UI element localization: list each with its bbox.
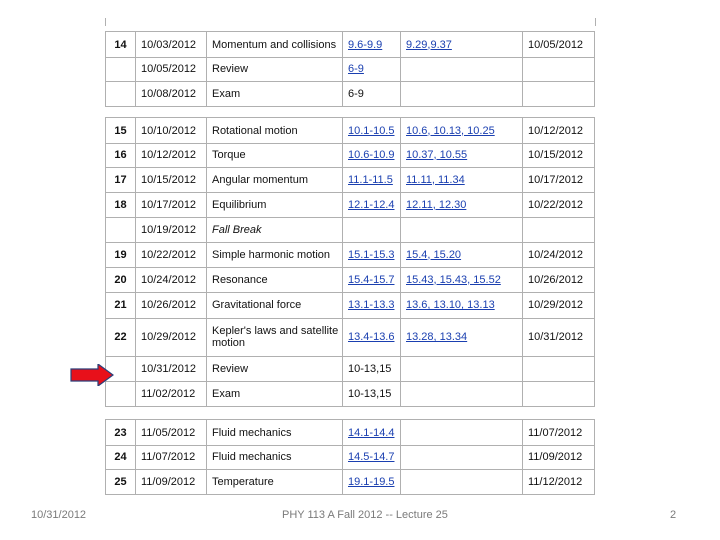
lecture-date: 10/03/2012 (135, 32, 206, 57)
table-row (105, 419, 595, 446)
homework-assignment (400, 420, 522, 445)
table-row (105, 292, 595, 319)
homework-assignment[interactable]: 15.43, 15.43, 15.52 (400, 267, 522, 292)
lecture-number (105, 81, 135, 106)
lecture-topic: Gravitational force (206, 292, 342, 318)
homework-assignment[interactable]: 9.29,9.37 (400, 32, 522, 57)
lecture-date: 10/31/2012 (135, 356, 206, 381)
table-row (105, 56, 595, 82)
lecture-date: 10/08/2012 (135, 81, 206, 106)
lecture-number: 15 (105, 118, 135, 143)
reading-assignment[interactable]: 14.5-14.7 (342, 444, 400, 469)
lecture-date: 11/05/2012 (135, 420, 206, 445)
homework-assignment[interactable]: 10.6, 10.13, 10.25 (400, 118, 522, 143)
due-date (522, 217, 595, 242)
homework-assignment[interactable]: 11.11, 11.34 (400, 167, 522, 192)
due-date: 10/29/2012 (522, 292, 595, 318)
due-date (522, 56, 595, 81)
table-row (105, 318, 595, 357)
homework-assignment (400, 217, 522, 242)
table-row (105, 117, 595, 144)
lecture-date: 11/07/2012 (135, 444, 206, 469)
table-row (105, 192, 595, 218)
lecture-date: 10/29/2012 (135, 318, 206, 356)
reading-assignment: 10-13,15 (342, 381, 400, 406)
lecture-topic: Fluid mechanics (206, 420, 342, 445)
table-edge (595, 18, 596, 26)
lecture-date: 10/10/2012 (135, 118, 206, 143)
reading-assignment[interactable]: 19.1-19.5 (342, 469, 400, 494)
lecture-topic: Review (206, 56, 342, 81)
table-edge (105, 18, 106, 26)
due-date: 10/26/2012 (522, 267, 595, 292)
reading-assignment (342, 217, 400, 242)
due-date: 10/15/2012 (522, 142, 595, 167)
lecture-topic: Fluid mechanics (206, 444, 342, 469)
homework-assignment[interactable]: 12.11, 12.30 (400, 192, 522, 217)
lecture-number: 20 (105, 267, 135, 292)
due-date: 11/12/2012 (522, 469, 595, 494)
lecture-topic: Equilibrium (206, 192, 342, 217)
reading-assignment[interactable]: 9.6-9.9 (342, 32, 400, 57)
reading-assignment: 6-9 (342, 81, 400, 106)
lecture-date: 10/22/2012 (135, 242, 206, 267)
reading-assignment[interactable]: 6-9 (342, 56, 400, 81)
lecture-topic: Simple harmonic motion (206, 242, 342, 267)
lecture-topic: Exam (206, 81, 342, 106)
homework-assignment (400, 56, 522, 81)
reading-assignment[interactable]: 10.6-10.9 (342, 142, 400, 167)
due-date: 10/24/2012 (522, 242, 595, 267)
homework-assignment[interactable]: 13.28, 13.34 (400, 318, 522, 356)
lecture-topic: Exam (206, 381, 342, 406)
homework-assignment (400, 444, 522, 469)
reading-assignment[interactable]: 13.1-13.3 (342, 292, 400, 318)
lecture-topic: Fall Break (206, 217, 342, 242)
lecture-date: 10/05/2012 (135, 56, 206, 81)
lecture-date: 10/15/2012 (135, 167, 206, 192)
table-row (105, 356, 595, 382)
table-row (105, 444, 595, 470)
reading-assignment[interactable]: 11.1-11.5 (342, 167, 400, 192)
lecture-topic: Kepler's laws and satellite motion (206, 318, 342, 356)
homework-assignment (400, 356, 522, 381)
due-date: 10/22/2012 (522, 192, 595, 217)
lecture-date: 10/19/2012 (135, 217, 206, 242)
arrow-icon (70, 364, 114, 386)
lecture-topic: Temperature (206, 469, 342, 494)
reading-assignment[interactable]: 15.4-15.7 (342, 267, 400, 292)
homework-assignment[interactable]: 13.6, 13.10, 13.13 (400, 292, 522, 318)
lecture-number: 18 (105, 192, 135, 217)
due-date: 11/07/2012 (522, 420, 595, 445)
table-row (105, 31, 595, 58)
lecture-topic: Angular momentum (206, 167, 342, 192)
due-date: 10/17/2012 (522, 167, 595, 192)
reading-assignment[interactable]: 12.1-12.4 (342, 192, 400, 217)
reading-assignment: 10-13,15 (342, 356, 400, 381)
due-date (522, 381, 595, 406)
table-row (105, 242, 595, 268)
due-date: 10/31/2012 (522, 318, 595, 356)
reading-assignment[interactable]: 13.4-13.6 (342, 318, 400, 356)
footer-title: PHY 113 A Fall 2012 -- Lecture 25 (282, 509, 448, 521)
lecture-topic: Resonance (206, 267, 342, 292)
table-row (105, 81, 595, 107)
lecture-number: 21 (105, 292, 135, 318)
lecture-topic: Rotational motion (206, 118, 342, 143)
lecture-topic: Momentum and collisions (206, 32, 342, 57)
lecture-date: 10/24/2012 (135, 267, 206, 292)
lecture-number: 16 (105, 142, 135, 167)
lecture-number: 19 (105, 242, 135, 267)
due-date: 10/12/2012 (522, 118, 595, 143)
lecture-date: 11/02/2012 (135, 381, 206, 406)
lecture-topic: Torque (206, 142, 342, 167)
lecture-number: 14 (105, 32, 135, 57)
homework-assignment[interactable]: 10.37, 10.55 (400, 142, 522, 167)
lecture-number: 17 (105, 167, 135, 192)
homework-assignment[interactable]: 15.4, 15.20 (400, 242, 522, 267)
table-row (105, 142, 595, 168)
due-date (522, 356, 595, 381)
homework-assignment (400, 81, 522, 106)
lecture-number: 25 (105, 469, 135, 494)
table-row (105, 469, 595, 495)
lecture-topic: Review (206, 356, 342, 381)
lecture-date: 11/09/2012 (135, 469, 206, 494)
due-date: 10/05/2012 (522, 32, 595, 57)
lecture-number (105, 56, 135, 81)
lecture-number: 23 (105, 420, 135, 445)
lecture-number (105, 217, 135, 242)
table-row (105, 381, 595, 407)
lecture-number: 24 (105, 444, 135, 469)
homework-assignment (400, 381, 522, 406)
lecture-date: 10/17/2012 (135, 192, 206, 217)
reading-assignment[interactable]: 15.1-15.3 (342, 242, 400, 267)
reading-assignment[interactable]: 14.1-14.4 (342, 420, 400, 445)
reading-assignment[interactable]: 10.1-10.5 (342, 118, 400, 143)
due-date: 11/09/2012 (522, 444, 595, 469)
homework-assignment (400, 469, 522, 494)
footer-date: 10/31/2012 (31, 509, 87, 521)
lecture-date: 10/12/2012 (135, 142, 206, 167)
page-number: 2 (670, 509, 677, 521)
table-row (105, 217, 595, 243)
table-row (105, 167, 595, 193)
table-row (105, 267, 595, 293)
lecture-number: 22 (105, 318, 135, 356)
due-date (522, 81, 595, 106)
lecture-date: 10/26/2012 (135, 292, 206, 318)
